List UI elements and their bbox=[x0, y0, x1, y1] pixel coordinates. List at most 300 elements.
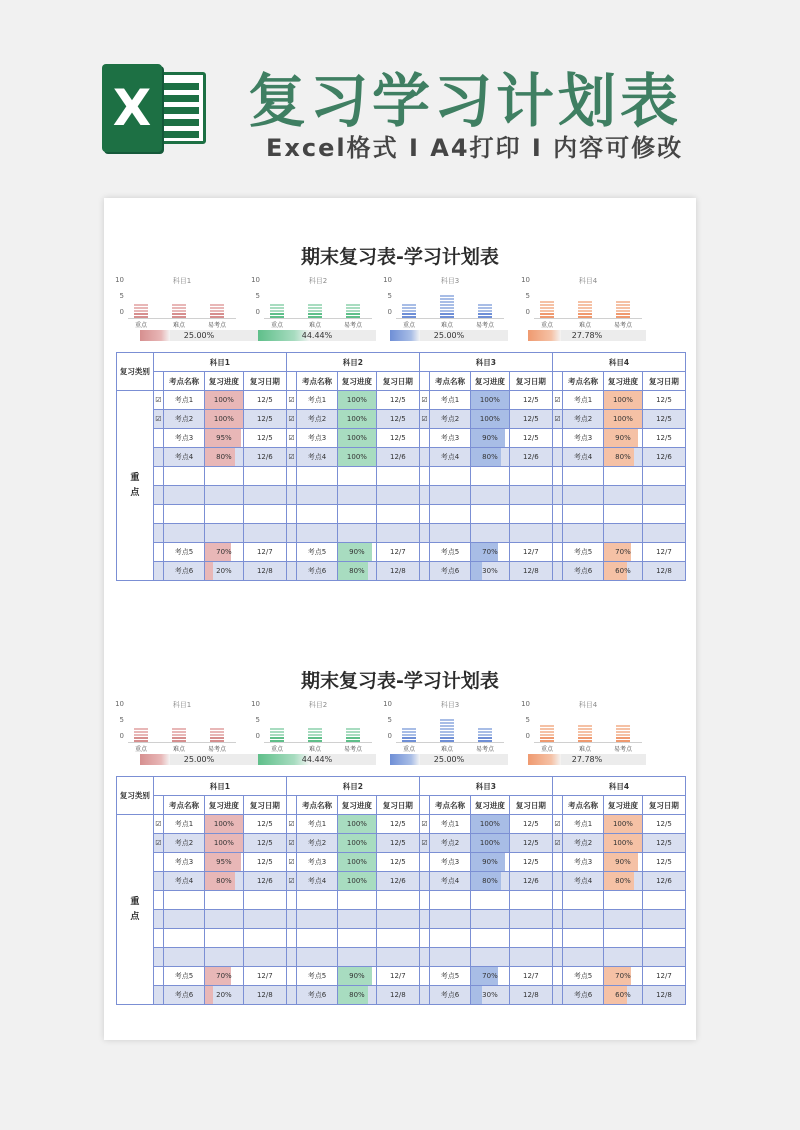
point-name-cell[interactable] bbox=[430, 929, 471, 948]
date-cell[interactable] bbox=[243, 486, 286, 505]
point-name-cell[interactable]: 考点5 bbox=[297, 543, 338, 562]
checkbox[interactable] bbox=[552, 853, 562, 872]
date-cell[interactable] bbox=[509, 467, 552, 486]
date-cell[interactable]: 12/8 bbox=[376, 986, 419, 1005]
progress-cell[interactable] bbox=[604, 834, 643, 853]
progress-cell[interactable] bbox=[337, 429, 376, 448]
progress-cell[interactable] bbox=[604, 524, 643, 543]
checkbox[interactable] bbox=[552, 910, 562, 929]
point-name-cell[interactable] bbox=[297, 467, 338, 486]
progress-cell[interactable] bbox=[204, 410, 243, 429]
date-cell[interactable]: 12/5 bbox=[642, 429, 685, 448]
date-cell[interactable]: 12/7 bbox=[642, 543, 685, 562]
point-name-cell[interactable]: 考点6 bbox=[297, 986, 338, 1005]
checkbox[interactable] bbox=[286, 986, 296, 1005]
progress-cell[interactable] bbox=[471, 391, 510, 410]
progress-cell[interactable] bbox=[337, 562, 376, 581]
checkbox[interactable]: ☑ bbox=[153, 815, 163, 834]
date-cell[interactable]: 12/8 bbox=[509, 562, 552, 581]
point-name-cell[interactable]: 考点5 bbox=[430, 543, 471, 562]
date-cell[interactable]: 12/5 bbox=[376, 853, 419, 872]
checkbox[interactable] bbox=[419, 448, 429, 467]
progress-cell[interactable] bbox=[604, 872, 643, 891]
date-cell[interactable] bbox=[642, 948, 685, 967]
point-name-cell[interactable] bbox=[563, 524, 604, 543]
checkbox[interactable] bbox=[153, 429, 163, 448]
checkbox[interactable] bbox=[153, 929, 163, 948]
checkbox[interactable] bbox=[286, 948, 296, 967]
date-cell[interactable]: 12/5 bbox=[509, 429, 552, 448]
point-name-cell[interactable]: 考点4 bbox=[297, 872, 338, 891]
progress-cell[interactable] bbox=[337, 853, 376, 872]
checkbox[interactable] bbox=[286, 929, 296, 948]
checkbox[interactable]: ☑ bbox=[552, 834, 562, 853]
checkbox[interactable] bbox=[286, 524, 296, 543]
progress-cell[interactable] bbox=[471, 467, 510, 486]
point-name-cell[interactable] bbox=[563, 486, 604, 505]
point-name-cell[interactable]: 考点4 bbox=[164, 872, 205, 891]
progress-cell[interactable] bbox=[204, 486, 243, 505]
point-name-cell[interactable] bbox=[164, 891, 205, 910]
point-name-cell[interactable]: 考点2 bbox=[297, 834, 338, 853]
date-cell[interactable]: 12/5 bbox=[509, 391, 552, 410]
checkbox[interactable] bbox=[153, 853, 163, 872]
checkbox[interactable]: ☑ bbox=[552, 410, 562, 429]
progress-cell[interactable] bbox=[204, 543, 243, 562]
progress-cell[interactable] bbox=[471, 486, 510, 505]
date-cell[interactable] bbox=[642, 486, 685, 505]
progress-cell[interactable] bbox=[471, 562, 510, 581]
point-name-cell[interactable]: 考点3 bbox=[164, 429, 205, 448]
point-name-cell[interactable]: 考点5 bbox=[430, 967, 471, 986]
date-cell[interactable] bbox=[243, 505, 286, 524]
progress-cell[interactable] bbox=[337, 448, 376, 467]
date-cell[interactable]: 12/6 bbox=[509, 872, 552, 891]
date-cell[interactable]: 12/7 bbox=[642, 967, 685, 986]
progress-cell[interactable] bbox=[337, 391, 376, 410]
progress-cell[interactable] bbox=[471, 891, 510, 910]
point-name-cell[interactable]: 考点5 bbox=[563, 967, 604, 986]
checkbox[interactable] bbox=[552, 486, 562, 505]
checkbox[interactable] bbox=[153, 505, 163, 524]
checkbox[interactable] bbox=[153, 562, 163, 581]
date-cell[interactable]: 12/5 bbox=[509, 853, 552, 872]
point-name-cell[interactable]: 考点5 bbox=[563, 543, 604, 562]
progress-cell[interactable] bbox=[337, 524, 376, 543]
progress-cell[interactable] bbox=[604, 891, 643, 910]
progress-cell[interactable] bbox=[471, 410, 510, 429]
point-name-cell[interactable] bbox=[297, 524, 338, 543]
date-cell[interactable] bbox=[243, 948, 286, 967]
date-cell[interactable] bbox=[509, 524, 552, 543]
date-cell[interactable]: 12/5 bbox=[642, 834, 685, 853]
point-name-cell[interactable]: 考点4 bbox=[430, 448, 471, 467]
date-cell[interactable]: 12/6 bbox=[243, 872, 286, 891]
point-name-cell[interactable] bbox=[164, 486, 205, 505]
date-cell[interactable] bbox=[642, 524, 685, 543]
progress-cell[interactable] bbox=[604, 486, 643, 505]
progress-cell[interactable] bbox=[337, 929, 376, 948]
date-cell[interactable]: 12/5 bbox=[243, 429, 286, 448]
point-name-cell[interactable] bbox=[430, 524, 471, 543]
date-cell[interactable] bbox=[243, 524, 286, 543]
date-cell[interactable] bbox=[642, 505, 685, 524]
progress-cell[interactable] bbox=[471, 815, 510, 834]
progress-cell[interactable] bbox=[204, 429, 243, 448]
checkbox[interactable]: ☑ bbox=[419, 815, 429, 834]
progress-cell[interactable] bbox=[337, 505, 376, 524]
date-cell[interactable] bbox=[509, 891, 552, 910]
progress-cell[interactable] bbox=[337, 834, 376, 853]
checkbox[interactable] bbox=[286, 467, 296, 486]
checkbox[interactable] bbox=[153, 448, 163, 467]
point-name-cell[interactable] bbox=[164, 910, 205, 929]
date-cell[interactable]: 12/7 bbox=[376, 543, 419, 562]
date-cell[interactable] bbox=[509, 910, 552, 929]
point-name-cell[interactable] bbox=[297, 929, 338, 948]
checkbox[interactable] bbox=[552, 505, 562, 524]
checkbox[interactable] bbox=[419, 872, 429, 891]
checkbox[interactable] bbox=[153, 891, 163, 910]
checkbox[interactable] bbox=[153, 486, 163, 505]
date-cell[interactable]: 12/5 bbox=[243, 410, 286, 429]
checkbox[interactable] bbox=[419, 910, 429, 929]
progress-cell[interactable] bbox=[604, 929, 643, 948]
progress-cell[interactable] bbox=[337, 967, 376, 986]
date-cell[interactable] bbox=[376, 910, 419, 929]
point-name-cell[interactable] bbox=[563, 929, 604, 948]
date-cell[interactable]: 12/8 bbox=[376, 562, 419, 581]
point-name-cell[interactable]: 考点5 bbox=[164, 543, 205, 562]
date-cell[interactable]: 12/6 bbox=[642, 448, 685, 467]
date-cell[interactable]: 12/5 bbox=[376, 834, 419, 853]
date-cell[interactable] bbox=[376, 948, 419, 967]
checkbox[interactable]: ☑ bbox=[286, 872, 296, 891]
point-name-cell[interactable] bbox=[563, 910, 604, 929]
progress-cell[interactable] bbox=[471, 543, 510, 562]
point-name-cell[interactable]: 考点3 bbox=[297, 853, 338, 872]
point-name-cell[interactable]: 考点3 bbox=[297, 429, 338, 448]
checkbox[interactable] bbox=[419, 524, 429, 543]
point-name-cell[interactable] bbox=[563, 891, 604, 910]
point-name-cell[interactable]: 考点1 bbox=[297, 815, 338, 834]
date-cell[interactable]: 12/7 bbox=[243, 967, 286, 986]
checkbox[interactable] bbox=[552, 543, 562, 562]
date-cell[interactable] bbox=[642, 910, 685, 929]
progress-cell[interactable] bbox=[604, 986, 643, 1005]
progress-cell[interactable] bbox=[337, 872, 376, 891]
point-name-cell[interactable]: 考点2 bbox=[563, 410, 604, 429]
point-name-cell[interactable]: 考点4 bbox=[563, 872, 604, 891]
progress-cell[interactable] bbox=[337, 948, 376, 967]
date-cell[interactable] bbox=[243, 891, 286, 910]
date-cell[interactable]: 12/5 bbox=[376, 391, 419, 410]
point-name-cell[interactable] bbox=[164, 524, 205, 543]
checkbox[interactable] bbox=[286, 910, 296, 929]
progress-cell[interactable] bbox=[604, 467, 643, 486]
checkbox[interactable]: ☑ bbox=[286, 834, 296, 853]
checkbox[interactable] bbox=[153, 524, 163, 543]
date-cell[interactable]: 12/6 bbox=[243, 448, 286, 467]
date-cell[interactable]: 12/5 bbox=[642, 391, 685, 410]
point-name-cell[interactable] bbox=[430, 505, 471, 524]
date-cell[interactable]: 12/5 bbox=[642, 815, 685, 834]
progress-cell[interactable] bbox=[604, 853, 643, 872]
progress-cell[interactable] bbox=[204, 929, 243, 948]
point-name-cell[interactable]: 考点2 bbox=[430, 410, 471, 429]
progress-cell[interactable] bbox=[471, 986, 510, 1005]
point-name-cell[interactable]: 考点1 bbox=[563, 815, 604, 834]
point-name-cell[interactable] bbox=[563, 467, 604, 486]
progress-cell[interactable] bbox=[471, 910, 510, 929]
progress-cell[interactable] bbox=[471, 505, 510, 524]
checkbox[interactable]: ☑ bbox=[153, 391, 163, 410]
point-name-cell[interactable]: 考点2 bbox=[563, 834, 604, 853]
point-name-cell[interactable] bbox=[164, 467, 205, 486]
checkbox[interactable] bbox=[419, 467, 429, 486]
progress-cell[interactable] bbox=[204, 505, 243, 524]
checkbox[interactable] bbox=[153, 967, 163, 986]
progress-cell[interactable] bbox=[604, 910, 643, 929]
checkbox[interactable]: ☑ bbox=[419, 834, 429, 853]
date-cell[interactable] bbox=[642, 891, 685, 910]
checkbox[interactable]: ☑ bbox=[286, 448, 296, 467]
progress-cell[interactable] bbox=[204, 986, 243, 1005]
progress-cell[interactable] bbox=[337, 410, 376, 429]
checkbox[interactable] bbox=[286, 967, 296, 986]
progress-cell[interactable] bbox=[204, 467, 243, 486]
date-cell[interactable]: 12/8 bbox=[509, 986, 552, 1005]
point-name-cell[interactable]: 考点6 bbox=[430, 986, 471, 1005]
progress-cell[interactable] bbox=[471, 448, 510, 467]
progress-cell[interactable] bbox=[204, 891, 243, 910]
checkbox[interactable] bbox=[552, 562, 562, 581]
progress-cell[interactable] bbox=[604, 948, 643, 967]
progress-cell[interactable] bbox=[471, 429, 510, 448]
point-name-cell[interactable]: 考点6 bbox=[563, 986, 604, 1005]
checkbox[interactable]: ☑ bbox=[286, 429, 296, 448]
point-name-cell[interactable]: 考点1 bbox=[430, 391, 471, 410]
point-name-cell[interactable] bbox=[563, 948, 604, 967]
date-cell[interactable]: 12/6 bbox=[376, 872, 419, 891]
progress-cell[interactable] bbox=[337, 815, 376, 834]
date-cell[interactable]: 12/7 bbox=[376, 967, 419, 986]
date-cell[interactable]: 12/7 bbox=[243, 543, 286, 562]
point-name-cell[interactable] bbox=[297, 910, 338, 929]
checkbox[interactable]: ☑ bbox=[286, 410, 296, 429]
point-name-cell[interactable]: 考点5 bbox=[164, 967, 205, 986]
checkbox[interactable] bbox=[419, 543, 429, 562]
date-cell[interactable]: 12/5 bbox=[509, 410, 552, 429]
checkbox[interactable] bbox=[419, 429, 429, 448]
point-name-cell[interactable]: 考点6 bbox=[563, 562, 604, 581]
date-cell[interactable] bbox=[509, 948, 552, 967]
progress-cell[interactable] bbox=[204, 448, 243, 467]
point-name-cell[interactable]: 考点3 bbox=[430, 853, 471, 872]
progress-cell[interactable] bbox=[604, 505, 643, 524]
checkbox[interactable] bbox=[419, 562, 429, 581]
checkbox[interactable] bbox=[552, 448, 562, 467]
checkbox[interactable]: ☑ bbox=[419, 391, 429, 410]
checkbox[interactable] bbox=[419, 486, 429, 505]
point-name-cell[interactable] bbox=[297, 486, 338, 505]
progress-cell[interactable] bbox=[471, 872, 510, 891]
checkbox[interactable] bbox=[419, 853, 429, 872]
progress-cell[interactable] bbox=[604, 815, 643, 834]
date-cell[interactable] bbox=[376, 486, 419, 505]
point-name-cell[interactable] bbox=[164, 505, 205, 524]
date-cell[interactable] bbox=[642, 929, 685, 948]
progress-cell[interactable] bbox=[604, 967, 643, 986]
date-cell[interactable]: 12/5 bbox=[376, 815, 419, 834]
checkbox[interactable]: ☑ bbox=[552, 391, 562, 410]
point-name-cell[interactable] bbox=[164, 948, 205, 967]
point-name-cell[interactable] bbox=[297, 948, 338, 967]
checkbox[interactable]: ☑ bbox=[552, 815, 562, 834]
point-name-cell[interactable]: 考点1 bbox=[164, 391, 205, 410]
date-cell[interactable]: 12/8 bbox=[243, 562, 286, 581]
checkbox[interactable]: ☑ bbox=[153, 410, 163, 429]
progress-cell[interactable] bbox=[204, 872, 243, 891]
checkbox[interactable] bbox=[552, 891, 562, 910]
point-name-cell[interactable]: 考点4 bbox=[164, 448, 205, 467]
progress-cell[interactable] bbox=[604, 391, 643, 410]
progress-cell[interactable] bbox=[337, 543, 376, 562]
checkbox[interactable]: ☑ bbox=[286, 815, 296, 834]
checkbox[interactable] bbox=[552, 872, 562, 891]
progress-cell[interactable] bbox=[604, 429, 643, 448]
date-cell[interactable]: 12/8 bbox=[243, 986, 286, 1005]
checkbox[interactable] bbox=[419, 967, 429, 986]
checkbox[interactable] bbox=[419, 891, 429, 910]
point-name-cell[interactable]: 考点6 bbox=[297, 562, 338, 581]
progress-cell[interactable] bbox=[471, 967, 510, 986]
point-name-cell[interactable]: 考点1 bbox=[164, 815, 205, 834]
date-cell[interactable]: 12/5 bbox=[642, 853, 685, 872]
point-name-cell[interactable] bbox=[430, 948, 471, 967]
date-cell[interactable]: 12/5 bbox=[642, 410, 685, 429]
date-cell[interactable]: 12/8 bbox=[642, 562, 685, 581]
date-cell[interactable]: 12/5 bbox=[243, 815, 286, 834]
progress-cell[interactable] bbox=[471, 524, 510, 543]
point-name-cell[interactable] bbox=[297, 505, 338, 524]
checkbox[interactable] bbox=[419, 929, 429, 948]
progress-cell[interactable] bbox=[204, 834, 243, 853]
progress-cell[interactable] bbox=[204, 853, 243, 872]
point-name-cell[interactable] bbox=[297, 891, 338, 910]
point-name-cell[interactable]: 考点3 bbox=[164, 853, 205, 872]
progress-cell[interactable] bbox=[337, 467, 376, 486]
progress-cell[interactable] bbox=[337, 891, 376, 910]
checkbox[interactable] bbox=[552, 524, 562, 543]
checkbox[interactable] bbox=[552, 948, 562, 967]
checkbox[interactable]: ☑ bbox=[286, 391, 296, 410]
date-cell[interactable]: 12/5 bbox=[243, 853, 286, 872]
progress-cell[interactable] bbox=[204, 562, 243, 581]
progress-cell[interactable] bbox=[604, 448, 643, 467]
checkbox[interactable]: ☑ bbox=[286, 853, 296, 872]
checkbox[interactable] bbox=[419, 948, 429, 967]
date-cell[interactable]: 12/6 bbox=[376, 448, 419, 467]
date-cell[interactable]: 12/7 bbox=[509, 967, 552, 986]
progress-cell[interactable] bbox=[204, 815, 243, 834]
progress-cell[interactable] bbox=[337, 486, 376, 505]
checkbox[interactable] bbox=[552, 429, 562, 448]
date-cell[interactable]: 12/5 bbox=[376, 429, 419, 448]
date-cell[interactable]: 12/5 bbox=[376, 410, 419, 429]
progress-cell[interactable] bbox=[337, 910, 376, 929]
date-cell[interactable]: 12/5 bbox=[243, 834, 286, 853]
point-name-cell[interactable] bbox=[563, 505, 604, 524]
point-name-cell[interactable]: 考点2 bbox=[297, 410, 338, 429]
point-name-cell[interactable] bbox=[430, 486, 471, 505]
date-cell[interactable] bbox=[376, 505, 419, 524]
progress-cell[interactable] bbox=[471, 853, 510, 872]
progress-cell[interactable] bbox=[204, 948, 243, 967]
checkbox[interactable] bbox=[153, 872, 163, 891]
checkbox[interactable] bbox=[286, 891, 296, 910]
point-name-cell[interactable] bbox=[164, 929, 205, 948]
date-cell[interactable]: 12/8 bbox=[642, 986, 685, 1005]
date-cell[interactable] bbox=[376, 524, 419, 543]
point-name-cell[interactable]: 考点1 bbox=[297, 391, 338, 410]
date-cell[interactable] bbox=[376, 891, 419, 910]
point-name-cell[interactable]: 考点6 bbox=[430, 562, 471, 581]
date-cell[interactable]: 12/6 bbox=[509, 448, 552, 467]
progress-cell[interactable] bbox=[471, 948, 510, 967]
date-cell[interactable] bbox=[243, 467, 286, 486]
progress-cell[interactable] bbox=[204, 910, 243, 929]
point-name-cell[interactable]: 考点5 bbox=[297, 967, 338, 986]
date-cell[interactable] bbox=[642, 467, 685, 486]
progress-cell[interactable] bbox=[204, 967, 243, 986]
date-cell[interactable]: 12/5 bbox=[509, 834, 552, 853]
point-name-cell[interactable]: 考点4 bbox=[297, 448, 338, 467]
checkbox[interactable] bbox=[552, 986, 562, 1005]
point-name-cell[interactable] bbox=[430, 467, 471, 486]
point-name-cell[interactable]: 考点2 bbox=[164, 834, 205, 853]
progress-cell[interactable] bbox=[204, 391, 243, 410]
progress-cell[interactable] bbox=[604, 410, 643, 429]
progress-cell[interactable] bbox=[471, 834, 510, 853]
date-cell[interactable] bbox=[243, 929, 286, 948]
point-name-cell[interactable]: 考点6 bbox=[164, 986, 205, 1005]
progress-cell[interactable] bbox=[604, 543, 643, 562]
checkbox[interactable] bbox=[153, 948, 163, 967]
date-cell[interactable]: 12/5 bbox=[243, 391, 286, 410]
point-name-cell[interactable]: 考点6 bbox=[164, 562, 205, 581]
point-name-cell[interactable]: 考点3 bbox=[563, 853, 604, 872]
checkbox[interactable] bbox=[552, 929, 562, 948]
checkbox[interactable] bbox=[552, 967, 562, 986]
checkbox[interactable] bbox=[419, 986, 429, 1005]
point-name-cell[interactable]: 考点1 bbox=[430, 815, 471, 834]
checkbox[interactable]: ☑ bbox=[419, 410, 429, 429]
progress-cell[interactable] bbox=[604, 562, 643, 581]
progress-cell[interactable] bbox=[337, 986, 376, 1005]
date-cell[interactable] bbox=[509, 505, 552, 524]
checkbox[interactable] bbox=[286, 486, 296, 505]
point-name-cell[interactable]: 考点1 bbox=[563, 391, 604, 410]
checkbox[interactable] bbox=[286, 505, 296, 524]
checkbox[interactable] bbox=[286, 543, 296, 562]
date-cell[interactable] bbox=[509, 486, 552, 505]
date-cell[interactable] bbox=[376, 929, 419, 948]
checkbox[interactable]: ☑ bbox=[153, 834, 163, 853]
date-cell[interactable]: 12/7 bbox=[509, 543, 552, 562]
point-name-cell[interactable] bbox=[430, 910, 471, 929]
date-cell[interactable]: 12/5 bbox=[509, 815, 552, 834]
